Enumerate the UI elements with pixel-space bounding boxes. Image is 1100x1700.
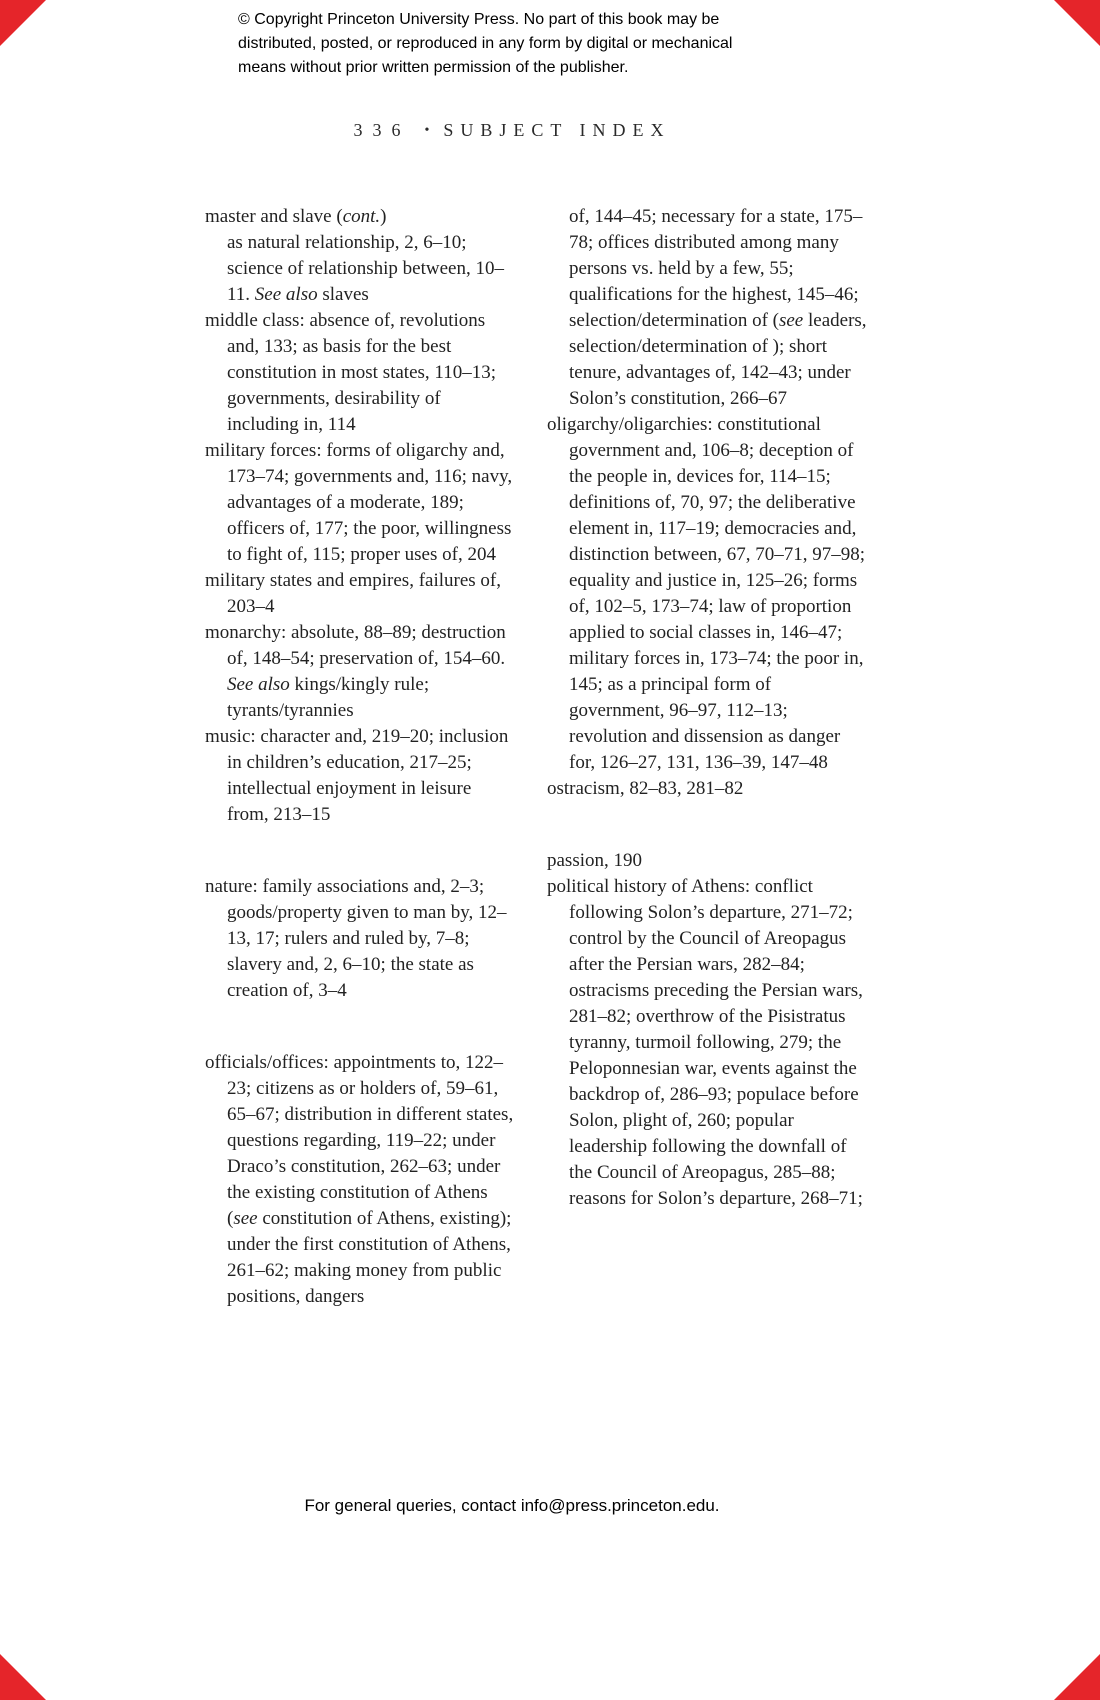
index-entry-text: leaders, selection/determination of ); short tenure, advantages of, 142–43; under Solon’s constitution, 266–67 — [569, 310, 867, 409]
index-entry — [205, 1050, 517, 1310]
index-entry — [205, 620, 517, 724]
index-entry-italic-text: See also — [254, 284, 318, 305]
index-entry — [547, 874, 867, 1212]
index-entry-text: military forces: forms of oligarchy and, 173–74; governments and, 116; navy, advantages of a moderate, 189; officers of, 177; the poor, willingness to fight of, 115; proper uses of, 204 — [205, 440, 513, 565]
index-entry-text: oligarchy/oligarchies: constitutional government and, 106–8; deception of the people in, devices for, 114–15; definitions of, 70, 97; the deliberative element in, 117–19; democracies and, distinction between, 67, 70–71, 97–98; equality and justice in, 125–26; forms of, 102–5, 173–74; law of proportion applied to social classes in, 146–47; military forces in, 173–74; the poor in, 145; as a principal form of government, 96–97, 112–13; revolution and dissension as danger for, 126–27, 131, 136–39, 147–48 — [547, 414, 866, 773]
index-entry — [547, 848, 867, 874]
index-columns — [205, 204, 867, 1310]
corner-triangle-bottom-left — [0, 1654, 46, 1700]
page-title: SUBJECT INDEX — [443, 120, 671, 140]
index-column-left — [205, 204, 517, 1310]
index-entry-text: constitution of Athens, existing); under the first constitution of Athens, 261–62; making money from public positions, dangers — [227, 1208, 512, 1307]
index-entry-text: nature: family associations and, 2–3; goods/property given to man by, 12–13, 17; rulers and ruled by, 7–8; slavery and, 2, 6–10; the state as creation of, 3–4 — [205, 876, 507, 1001]
index-entry-italic-text: see — [778, 310, 804, 331]
index-entry — [205, 874, 517, 1004]
copyright-notice — [238, 8, 732, 80]
index-entry-text: middle class: absence of, revolutions and, 133; as basis for the best constitution in most states, 110–13; governments, desirability of including in, 114 — [205, 310, 496, 435]
index-entry-text: music: character and, 219–20; inclusion in children’s education, 217–25; intellectual enjoyment in leisure from, 213–15 — [205, 726, 509, 825]
index-entry — [205, 568, 517, 620]
index-entry-italic-text: See also — [227, 674, 290, 695]
corner-triangle-top-left — [0, 0, 46, 46]
index-entry — [205, 438, 517, 568]
index-entry-text: ostracism, 82–83, 281–82 — [547, 778, 744, 799]
page-header — [160, 120, 864, 141]
copyright-line: means without prior written permission of the publisher. — [238, 59, 629, 76]
index-entry-text: ) — [380, 206, 387, 227]
index-entry-italic-text: see — [233, 1208, 258, 1229]
index-entry-text: passion, 190 — [547, 850, 642, 871]
header-separator-icon: • — [424, 123, 430, 138]
copyright-line: distributed, posted, or reproduced in any form by digital or mechanical — [238, 35, 733, 52]
index-entry — [205, 308, 517, 438]
index-entry-italic-text: cont. — [342, 206, 381, 227]
index-column-right — [547, 204, 867, 1310]
index-entry-text: officials/offices: appointments to, 122–23; citizens as or holders of, 59–61, 65–67; distribution in different states, questions regarding, 119–22; under Draco’s constitution, 262–63; under the existing constitution of Athens ( — [205, 1052, 514, 1229]
page-number: 336 — [353, 120, 411, 140]
index-entry-text: as natural relationship, 2, 6–10; science of relationship between, 10–11. — [227, 232, 504, 305]
index-entry — [205, 204, 517, 308]
corner-triangle-bottom-right — [1054, 1654, 1100, 1700]
index-entry — [547, 204, 867, 412]
index-entry-text: monarchy: absolute, 88–89; destruction of, 148–54; preservation of, 154–60. — [205, 622, 506, 669]
index-entry — [547, 776, 867, 802]
index-entry-text: of, 144–45; necessary for a state, 175–78; offices distributed among many persons vs. held by a few, 55; qualifications for the highest, 145–46; selection/determination of ( — [569, 206, 863, 331]
index-entry-text: slaves — [317, 284, 369, 305]
corner-triangle-top-right — [1054, 0, 1100, 46]
footer-query-note: For general queries, contact info@press.princeton.edu. — [304, 1496, 720, 1515]
index-entry-text: military states and empires, failures of, 203–4 — [205, 570, 501, 617]
index-entry — [547, 412, 867, 776]
copyright-line: © Copyright Princeton University Press. No part of this book may be — [238, 11, 720, 28]
index-entry-text: political history of Athens: conflict following Solon’s departure, 271–72; control by the Council of Areopagus after the Persian wars, 282–84; ostracisms preceding the Persian wars, 281–82; overthrow of the Pisistratus tyranny, turmoil following, 279; the Peloponnesian war, events against the backdrop of, 286–93; populace before Solon, plight of, 260; popular leadership following the downfall of the Council of Areopagus, 285–88; reasons for Solon’s departure, 268–71; — [547, 876, 863, 1209]
index-entry — [205, 724, 517, 828]
index-entry-text: master and slave ( — [205, 206, 343, 227]
index-entry-text: kings/kingly rule; tyrants/tyrannies — [227, 674, 430, 721]
